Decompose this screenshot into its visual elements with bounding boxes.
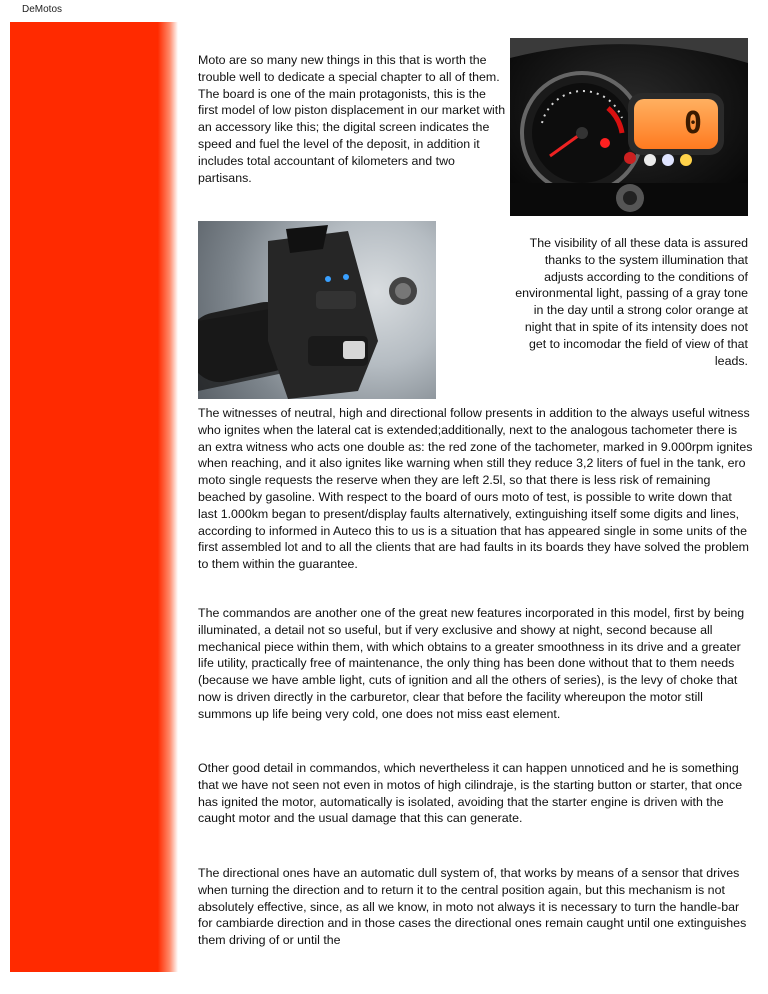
brand-label: DeMotos	[22, 4, 63, 15]
handlebar-switch-photo	[198, 221, 436, 399]
starter-paragraph: Other good detail in commandos, which nevertheless it can happen unnoticed and he is something that we have not seen not even in motos of high cilindraje, is the starting button or starter, that once has ignited the motor, automatically is isolated, avoiding that the starter engine is driven with the caught motor and the usual damage that this can generate.	[198, 761, 743, 826]
lcd-digit: 0	[683, 106, 702, 141]
sidebar-decoration	[10, 22, 178, 972]
intro-line: Moto are so many new things in this that is worth the trouble well to dedicate a special chapter to all of them.	[198, 53, 500, 84]
intro-line: The board is one of the main protagonists, this is the first model of low piston displacement in our market with an accessory like this; the digital screen indicates the speed and fuel the level of the deposit, in addition it includes total accountant of kilometers and two partisans.	[198, 86, 506, 185]
intro-paragraph	[198, 52, 508, 186]
directional-paragraph: The directional ones have an automatic dull system of, that works by means of a sensor that drives when turning the direction and to return it to the central position again, but this mechanism is not absolutely effective, since, as all we know, in moto not always it is necessary to turn the handle-bar for cambiarde direction and in those cases the directional ones remain caught until one extinguishes them driving of or until the	[198, 866, 747, 948]
switch-illustration	[198, 221, 436, 399]
visibility-paragraph: The visibility of all these data is assured thanks to the system illumination that adjusts according to the conditions of environmental light, passing of a gray tone in the day until a strong color orange at night that in spite of its intensity does not get to incomodar the field of view of that leads.	[515, 236, 748, 368]
motorcycle-dashboard-photo	[510, 38, 748, 216]
dashboard-illustration	[510, 38, 748, 216]
witnesses-paragraph: The witnesses of neutral, high and directional follow presents in addition to the always useful witness who ignites when the lateral cat is extended;additionally, next to the analogous tachometer there is an extra witness who acts one double as: the red zone of the tachometer, marked in 9.000rpm ignites when reaching, and it also ignites like warning when still they reduce 3,2 liters of fuel in the tank, ero moto single requests the reserve when they are left 2.5l, so that there is less risk of remaining beached by gasoline. With respect to the board of ours moto of test, is possible to write down that last 1.000km began to present/display faults alternatively, extinguishing itself some digits and lines, according to informed in Auteco this to us is a situation that has appeared single in some units of the first assembled lot and to all the clients that are had faults in its boards they have solved the problem to them within the guarantee.	[198, 406, 753, 572]
commandos-paragraph: The commandos are another one of the great new features incorporated in this model, first by being illuminated, a detail not so useful, but if very exclusive and showy at night, second because all mechanical piece within them, with which obtains to a greater smoothness in its drive and a greater life utility, practically free of maintenance, the only thing has been done without that to them needs (because we have amble light, cuts of ignition and all the others of series), is the levy of choke that now is driven directly in the carburetor, clear that before the facility whereupon the motor still summons up life being very cold, one does not miss east element.	[198, 606, 745, 721]
